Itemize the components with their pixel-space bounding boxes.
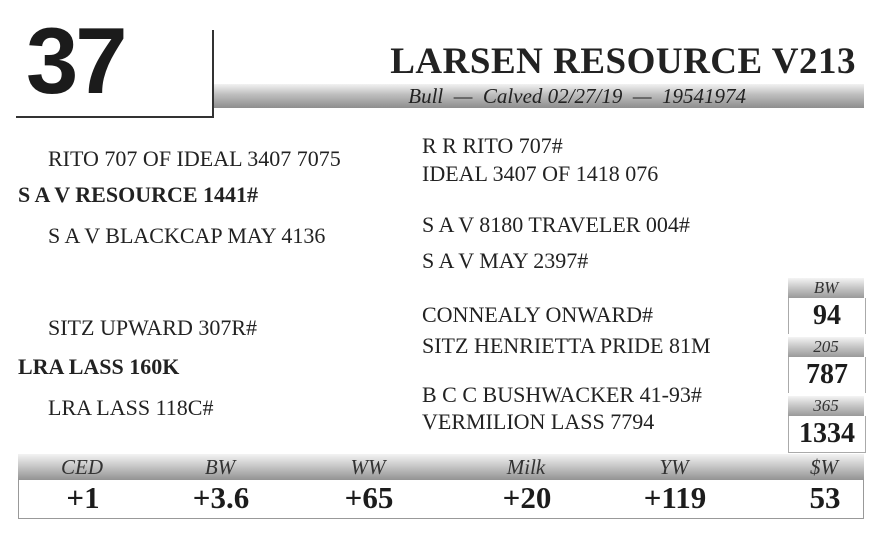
pedigree-sire-sire-dam: IDEAL 3407 OF 1418 076 [422,161,659,186]
pedigree-dam: LRA LASS 160K [18,354,180,379]
animal-info-line: Bull — Calved 02/27/19 — 19541974 [408,84,746,108]
weight-value-205: 787 [788,357,866,393]
pedigree-dam-dam: LRA LASS 118C# [48,395,214,420]
pedigree-dam-dam-dam: VERMILION LASS 7794 [422,409,655,434]
epd-value-yw: +119 [643,480,707,515]
pedigree-dam-dam-sire: B C C BUSHWACKER 41-93# [422,382,702,407]
epd-value-bw: +3.6 [192,480,250,515]
epd-value-milk: +20 [502,480,552,515]
animal-info-bar [214,84,864,108]
weight-value-bw: 94 [788,298,866,334]
epd-header-ww: WW [350,455,386,479]
epd-header-dollar-w: $W [810,455,838,479]
epd-header-milk: Milk [506,455,546,479]
epd-value-row [18,480,864,519]
epd-header-row [18,454,864,480]
pedigree-sire-sire: RITO 707 OF IDEAL 3407 7075 [48,146,341,171]
weight-label-bw: BW [788,278,864,298]
pedigree-dam-sire: SITZ UPWARD 307R# [48,315,258,340]
lot-number: 37 [26,8,125,113]
pedigree-sire-dam: S A V BLACKCAP MAY 4136 [48,223,326,248]
epd-value-dollar-w: 53 [809,480,841,515]
epd-value-ced: +1 [66,480,100,515]
pedigree-sire-dam-dam: S A V MAY 2397# [422,248,589,273]
weight-label-205: 205 [788,337,864,357]
pedigree-sire-dam-sire: S A V 8180 TRAVELER 004# [422,212,690,237]
pedigree-dam-sire-dam: SITZ HENRIETTA PRIDE 81M [422,333,711,358]
animal-name: LARSEN RESOURCE V213 [390,41,856,82]
epd-header-yw: YW [659,455,689,479]
epd-header-ced: CED [61,455,103,479]
pedigree-sire: S A V RESOURCE 1441# [18,182,259,207]
pedigree-sire-sire-sire: R R RITO 707# [422,133,563,158]
epd-header-bw: BW [204,455,236,479]
epd-value-ww: +65 [344,480,394,515]
weight-label-365: 365 [788,396,864,416]
pedigree-dam-sire-sire: CONNEALY ONWARD# [422,302,654,327]
weight-value-365: 1334 [788,416,866,453]
